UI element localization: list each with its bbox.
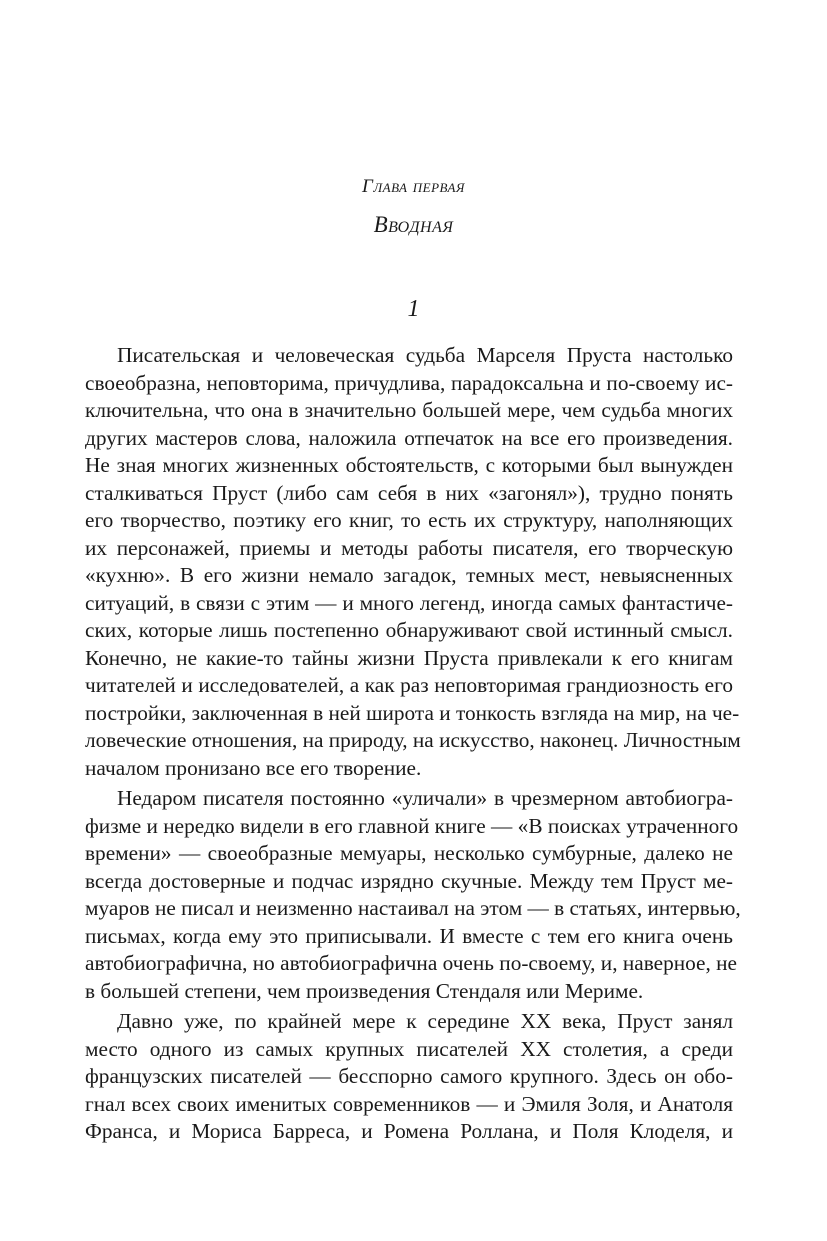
paragraph — [85, 785, 741, 1005]
text-line: Конечно, не какие-то тайны жизни Пруста привлекали к его книгам — [85, 645, 733, 670]
text-line: ключительна, что она в значительно большей мере, чем судьба многих — [85, 398, 733, 422]
text-line: в большей степени, чем произведения Стендаля или Мериме. — [85, 978, 644, 1003]
text-line: времени» — своеобразные мемуары, несколько сумбурные, далеко не — [85, 841, 733, 865]
text-line: началом пронизано все его творение. — [85, 755, 422, 780]
text-line: всегда достоверные и подчас изрядно скучные. Между тем Пруст ме- — [85, 868, 733, 893]
text-line: место одного из самых крупных писателей XX столетия, а среди — [85, 1036, 733, 1061]
text-line: ских, которые лишь постепенно обнаруживают свой истинный смысл. — [85, 618, 733, 642]
text-line: автобиографична, но автобиографична очень по-своему, и, наверное, не — [85, 951, 737, 975]
text-line: ловеческие отношения, на природу, на искусство, наконец. Личностным — [85, 728, 741, 752]
text-line: письмах, когда ему это приписывали. И вместе с тем его книга очень — [85, 923, 733, 948]
text-line: своеобразна, неповторима, причудлива, парадоксальна и по-своему ис- — [85, 370, 733, 395]
body-text — [85, 342, 741, 1146]
text-line: постройки, заключенная в ней широта и тонкость взгляда на мир, на че- — [85, 700, 740, 725]
text-line: их персонажей, приемы и методы работы писателя, его творческую — [85, 535, 733, 560]
chapter-label: Глава первая — [362, 176, 465, 197]
text-line: Франса, и Мориса Барреса, и Ромена Роллана, и Поля Клоделя, и — [85, 1119, 733, 1143]
text-line: Давно уже, по крайней мере к середине XX века, Пруст занял — [117, 1009, 733, 1033]
paragraph — [85, 1008, 733, 1146]
text-line: других мастеров слова, наложила отпечаток на все его произведения. — [85, 425, 733, 450]
text-line: ситуаций, в связи с этим — и много легенд, иногда самых фантастиче- — [85, 590, 733, 615]
text-line: физме и нередко видели в его главной книге — «В поисках утраченного — [85, 813, 739, 838]
text-line: муаров не писал и неизменно настаивал на этом — в статьях, интервью, — [85, 896, 741, 920]
text-line: гнал всех своих именитых современников — и Эмиля Золя, и Анатоля — [85, 1091, 733, 1116]
text-line: Недаром писателя постоянно «уличали» в чрезмерном автобиогра- — [117, 786, 733, 810]
chapter-title: Вводная — [373, 212, 454, 237]
section-number: 1 — [407, 296, 420, 322]
paragraph — [85, 342, 741, 782]
text-line: французских писателей — бесспорно самого крупного. Здесь он обо- — [85, 1064, 733, 1088]
text-line: «кухню». В его жизни немало загадок, темных мест, невыясненных — [85, 563, 733, 587]
text-line: читателей и исследователей, а как раз неповторимая грандиозность его — [85, 673, 733, 697]
text-line: сталкиваться Пруст (либо сам себя в них «загонял»), трудно понять — [85, 480, 733, 505]
text-line: Не зная многих жизненных обстоятельств, с которыми был вынужден — [85, 453, 733, 477]
text-line: его творчество, поэтику его книг, то есть их структуру, наполняющих — [85, 508, 733, 532]
text-line: Писательская и человеческая судьба Марселя Пруста настолько — [117, 343, 733, 367]
